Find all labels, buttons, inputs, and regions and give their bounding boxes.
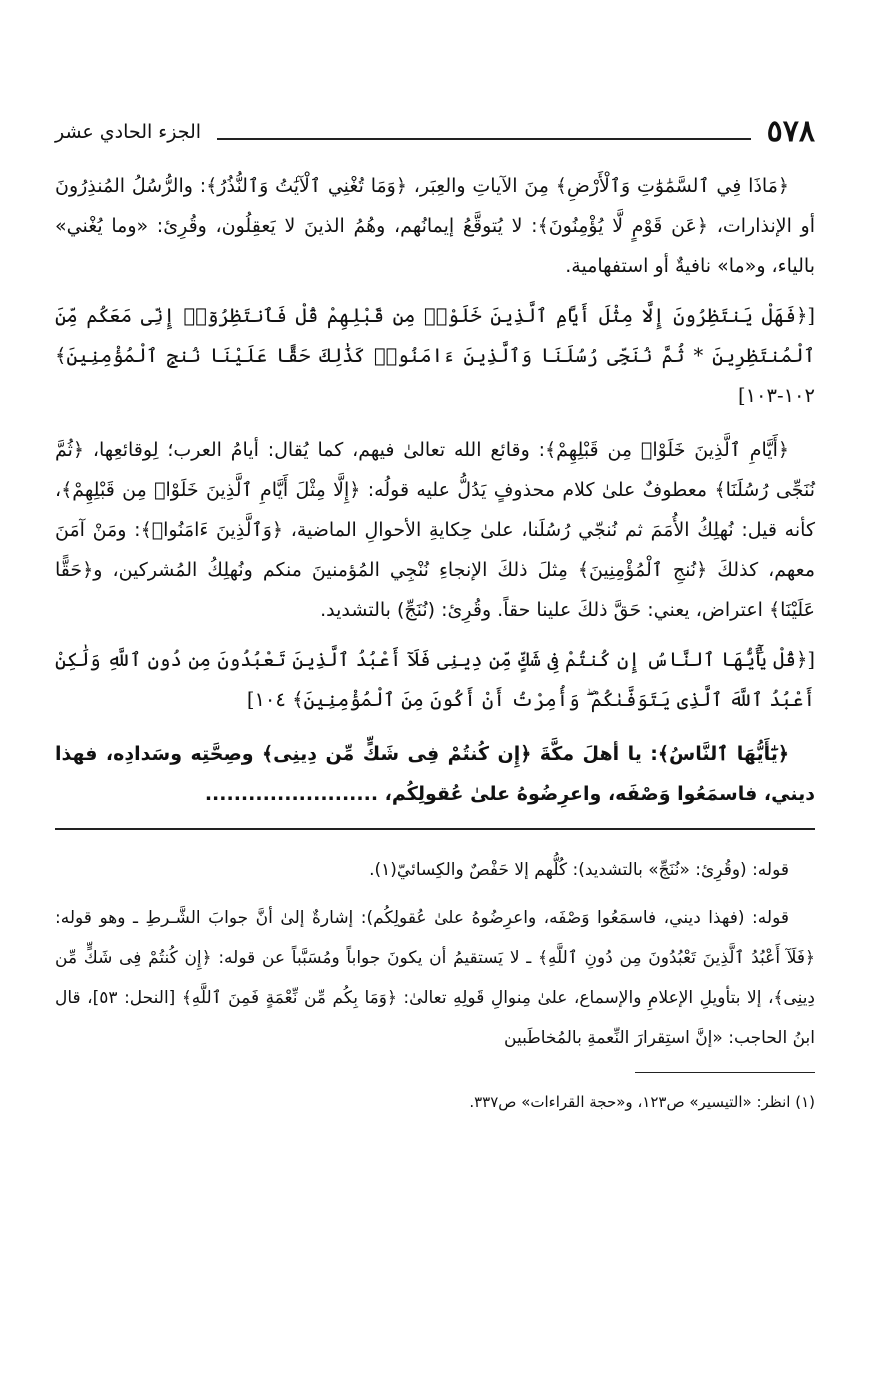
commentary-paragraph: قوله: (فهذا ديني، فاسمَعُوا وَصْفَه، واعرِضُوهُ علىٰ عُقولِكُم): إشارةٌ إلىٰ أنَّ جوابَ الشَّـرطِ ـ وهو قوله: ﴿فَلَآ أَعْبُدُ ٱلَّذِينَ تَعْبُدُونَ مِن دُونِ ٱللَّهِ﴾ ـ لا يَستقيمُ أن يكونَ جواباً ومُسَبَّباً عن قوله: ﴿إِن كُنتُمْ فِى شَكٍّ مِّن دِينِى﴾، إلا بتأويلِ الإعلامِ والإسماع، علىٰ مِنوالِ قَولِهِ تعالىٰ: ﴿وَمَا بِكُم مِّن نِّعْمَةٍ فَمِنَ ٱللَّهِ﴾ [النحل: ٥٣]، قال ابنُ الحاجب: «إنَّ استِقرارَ النِّعمةِ بالمُخاطَبين [55, 908, 815, 1048]
running-header [55, 112, 815, 152]
header-rule [217, 138, 751, 140]
commentary-paragraph: قوله: (وقُرِئ: «نُنَجِّ» بالتشديد): كُلُّهم إلا حَفْصٌ والكِسائيّ(١). [369, 860, 789, 880]
tafsir-paragraph: ﴿مَاذَا فِي ٱلسَّمَٰوَٰتِ وَٱلْأَرْضِ﴾ مِنَ الآياتِ والعِبَر، ﴿وَمَا تُغْنِي ٱلْآيَٰتُ وَٱلنُّذُرُ﴾: والرُّسُلُ المُنذِرُونَ أو الإنذارات، ﴿عَن قَوْمٍ لَّا يُؤْمِنُونَ﴾: لا يُتوقَّعُ إيمانُهم، وهُمُ الذينَ لا يَعقِلُون، وقُرِئ: «وما يُغْني» بالياء، و«ما» نافيةٌ أو استفهامية. [55, 175, 815, 277]
quran-verse-block: [﴿فَهَلْ يَنتَظِرُونَ إِلَّا مِثْلَ أَيَّامِ ٱلَّذِينَ خَلَوْا۟ مِن قَبْلِهِمْ قُلْ فَٱنتَظِرُوٓا۟ إِنِّى مَعَكُم مِّنَ ٱلْمُنتَظِرِينَ * ثُمَّ نُنَجِّى رُسُلَنَا وَٱلَّذِينَ ءَامَنُوا۟ كَذَٰلِكَ حَقًّا عَلَيْنَا نُنجِ ٱلْمُؤْمِنِينَ﴾ ١٠٢-١٠٣] [55, 304, 815, 407]
footnote: (١) انظر: «التيسير» ص١٢٣، و«حجة القراءات» ص٣٣٧. [469, 1093, 815, 1111]
tafsir-paragraph: ﴿يَٰٓأَيُّهَا ٱلنَّاسُ﴾: يا أهلَ مكَّةَ ﴿إِن كُنتُمْ فِى شَكٍّ مِّن دِينِى﴾ وصِحَّتِه وسَدادِه، فهذا ديني، فاسمَعُوا وَصْفَه، واعرِضُوهُ علىٰ عُقولِكُم، ........................ [55, 743, 815, 805]
quran-verse-block: [﴿قُلْ يَٰٓأَيُّهَا ٱلنَّاسُ إِن كُنتُمْ فِى شَكٍّ مِّن دِينِى فَلَآ أَعْبُدُ ٱلَّذِينَ تَعْبُدُونَ مِن دُونِ ٱللَّهِ وَلَٰكِنْ أَعْبُدُ ٱللَّهَ ٱلَّذِى يَتَوَفَّىٰكُمْ ۖ وَأُمِرْتُ أَنْ أَكُونَ مِنَ ٱلْمُؤْمِنِينَ﴾ ١٠٤] [55, 648, 815, 711]
book-page [55, 112, 815, 1117]
commentary-separator [55, 828, 815, 830]
footnote-rule [635, 1072, 815, 1073]
commentary-section [55, 850, 815, 1058]
part-title: الجزء الحادي عشر [55, 121, 202, 143]
page-number: ٥٧٨ [766, 114, 815, 149]
main-text [55, 166, 815, 814]
tafsir-paragraph: ﴿أَيَّامِ ٱلَّذِينَ خَلَوْا۟ مِن قَبْلِهِمْ﴾: وقائع الله تعالىٰ فيهم، كما يُقال: أيامُ العرب؛ لِوقائعِها، ﴿ثُمَّ نُنَجِّى رُسُلَنَا﴾ معطوفٌ علىٰ كلام محذوفٍ يَدُلُّ عليه قولُه: ﴿إِلَّا مِثْلَ أَيَّامِ ٱلَّذِينَ خَلَوْا۟ مِن قَبْلِهِمْ﴾، كأنه قيل: نُهلِكُ الأُمَمَ ثم نُنجّي رُسُلَنا، علىٰ حِكايةِ الأحوالِ الماضية، ﴿وَٱلَّذِينَ ءَامَنُوا۟﴾: ومَنْ آمَنَ معهم، كذلكَ ﴿نُنجِ ٱلْمُؤْمِنِينَ﴾ مِثلَ ذلكَ الإنجاءِ نُنْجِي المُؤمنينَ منكم ونُهلِكُ المُشركين، و﴿حَقًّا عَلَيْنَا﴾ اعتراض، يعني: حَقَّ ذلكَ علينا حقاً. وقُرِئ: (نُنَجِّ) بالتشديد. [55, 439, 815, 621]
